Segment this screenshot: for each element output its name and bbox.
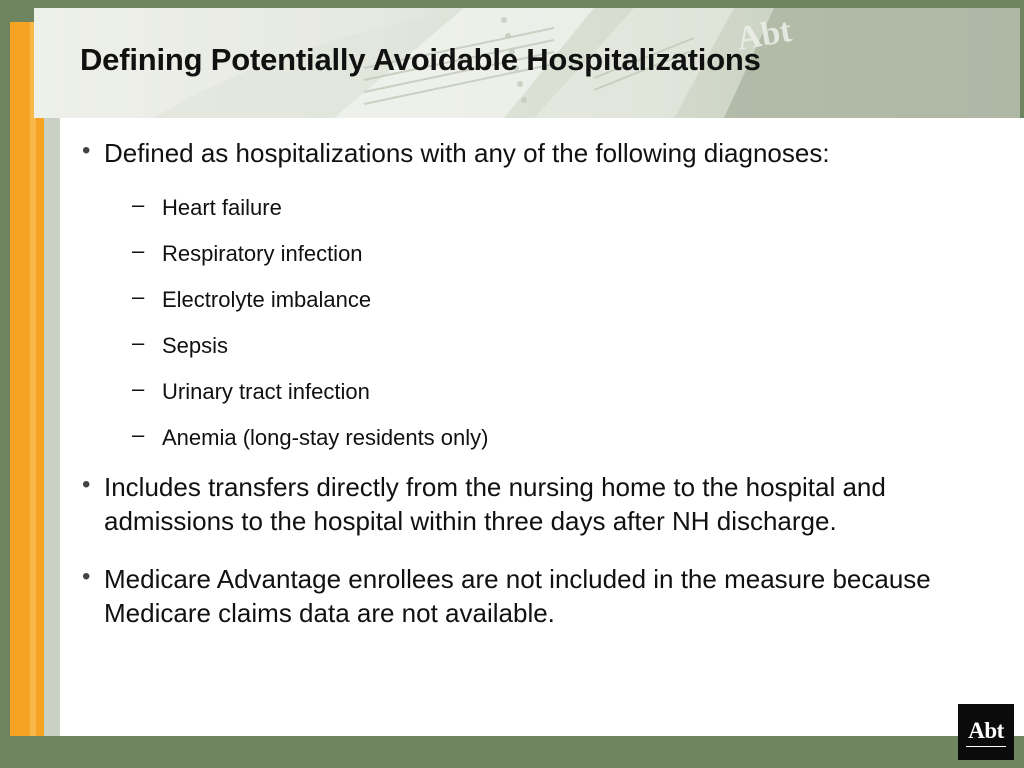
sub-item-text: Heart failure [162,195,282,220]
sub-item-text: Respiratory infection [162,241,363,266]
sub-item-text: Urinary tract infection [162,379,370,404]
slide-content [60,118,1024,736]
bullet-icon: • [82,137,91,164]
sub-item-anemia [132,424,488,452]
bullet-medicare-advantage [82,562,982,630]
bullet-text: Defined as hospitalizations with any of the following diagnoses: [104,138,830,168]
sub-item-heart-failure [132,194,282,222]
bullet-text: Includes transfers directly from the nursing home to the hospital and admissions to the hospital within three days after NH discharge. [104,472,886,536]
bullet-defined-as [82,136,982,170]
dash-icon: – [132,330,145,355]
slide-title: Defining Potentially Avoidable Hospitalizations [80,42,761,77]
abt-logo [958,704,1014,760]
dash-icon: – [132,376,145,401]
left-frame-border [0,0,10,768]
dash-icon: – [132,422,145,447]
bottom-footer-bar [0,736,1024,768]
sub-item-text: Sepsis [162,333,229,358]
dash-icon: – [132,238,145,263]
bullet-icon: • [82,471,91,498]
sub-item-text: Anemia (long-stay residents only) [162,425,489,450]
sub-item-sepsis [132,332,228,360]
grey-accent-strip [44,118,60,736]
sub-item-electrolyte-imbalance [132,286,371,314]
svg-text:Abt: Abt [733,11,795,58]
bullet-includes-transfers [82,470,982,538]
bullet-icon: • [82,563,91,590]
dash-icon: – [132,192,145,217]
orange-accent-bar [10,22,44,736]
sub-item-urinary-tract-infection [132,378,370,406]
sub-item-respiratory-infection [132,240,363,268]
bullet-text: Medicare Advantage enrollees are not included in the measure because Medicare claims data are not available. [104,564,931,628]
logo-text: Abt [966,718,1006,747]
dash-icon: – [132,284,145,309]
sub-item-text: Electrolyte imbalance [162,287,372,312]
